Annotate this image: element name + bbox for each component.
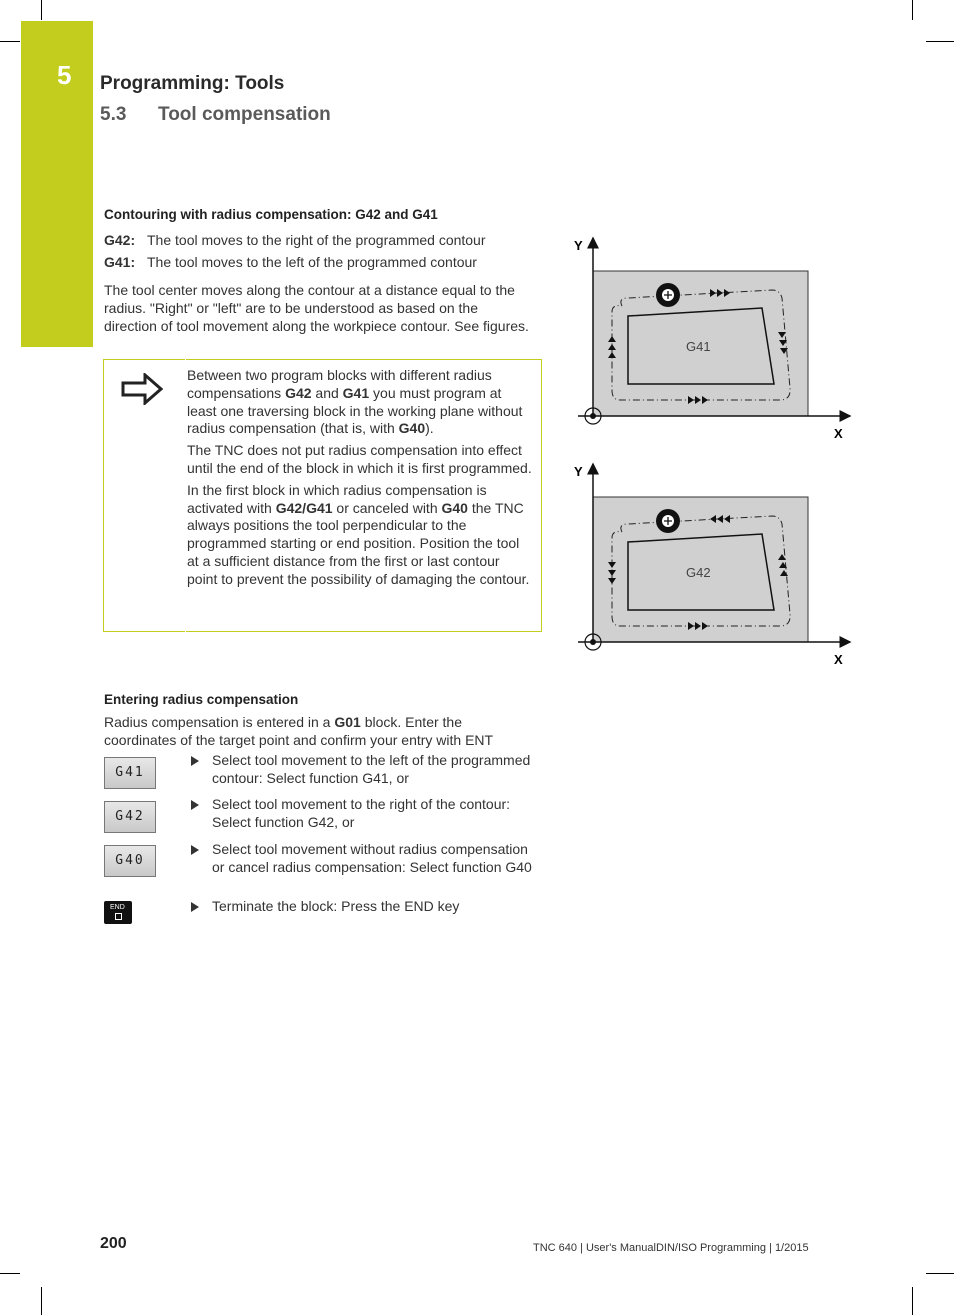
note-bold: G42 <box>285 384 312 401</box>
note-text-span: you must program at least one traversing block in the working plane without radius compensation (that is, with <box>187 384 523 437</box>
crop-mark <box>41 0 42 20</box>
crop-mark <box>0 41 20 42</box>
y-axis-label: Y <box>574 238 583 253</box>
end-key[interactable] <box>104 901 132 924</box>
step-end <box>191 898 536 916</box>
intro-text: Radius compensation is entered in a <box>104 714 335 730</box>
crop-mark <box>912 0 913 20</box>
note-paragraph-3 <box>187 482 532 589</box>
arrow-right-icon <box>121 373 163 405</box>
note-bold: G40 <box>398 420 426 437</box>
figure-g42 <box>574 464 850 667</box>
def-text: The tool moves to the right of the programmed contour <box>147 232 486 248</box>
footer-text: TNC 640 | User's ManualDIN/ISO Programming | 1/2015 <box>533 1242 809 1254</box>
note-text <box>187 367 532 593</box>
step-g41 <box>191 752 536 788</box>
step-text: Select tool movement without radius compensation or cancel radius compensation: Select function G40 <box>212 841 532 875</box>
note-paragraph-1 <box>187 367 532 438</box>
note-bold: G42/G41 <box>275 499 333 516</box>
note-text-span: the TNC always positions the tool perpendicular to the programmed starting or end position. Position the tool at a sufficient distance from the first or last contour point to prevent the possibility of damaging the contour. <box>187 499 530 587</box>
y-axis-label: Y <box>574 464 583 479</box>
def-row-g41 <box>104 254 477 270</box>
step-text: Terminate the block: Press the END key <box>212 898 460 914</box>
entering-intro <box>104 713 534 749</box>
crop-mark <box>926 41 954 42</box>
x-axis-label: X <box>834 426 843 441</box>
square-icon <box>115 913 122 920</box>
g40-key[interactable]: G40 <box>104 845 156 877</box>
bullet-triangle-icon <box>191 845 199 855</box>
step-text: Select tool movement to the left of the programmed contour: Select function G41, or <box>212 752 531 786</box>
x-axis-label: X <box>834 652 843 667</box>
bullet-triangle-icon <box>191 800 199 810</box>
step-text: Select tool movement to the right of the contour: Select function G42, or <box>212 796 511 830</box>
figure-label: G41 <box>686 339 711 354</box>
crop-mark <box>41 1287 42 1315</box>
note-box <box>103 359 542 632</box>
entering-heading: Entering radius compensation <box>104 692 299 707</box>
step-g42 <box>191 796 536 832</box>
page-number: 200 <box>100 1235 127 1252</box>
note-bold: G40 <box>441 499 468 516</box>
note-text-span: and <box>311 384 343 401</box>
def-text: The tool moves to the left of the programmed contour <box>147 254 477 270</box>
chapter-number: 5 <box>57 60 72 90</box>
def-key: G41: <box>104 254 136 270</box>
contouring-paragraph: The tool center moves along the contour at a distance equal to the radius. "Right" or "left" are to be understood as based on the direction of tool movement along the workpiece contour. See figures. <box>104 282 529 334</box>
crop-mark <box>926 1273 954 1274</box>
intro-text: block. Enter the coordinates of the target point and confirm your entry with ENT <box>104 714 494 748</box>
section-title <box>100 104 331 126</box>
note-text-span: Between two program blocks with different radius compensations <box>187 367 492 401</box>
section-name: Tool compensation <box>158 104 331 125</box>
def-row-g42 <box>104 232 486 248</box>
chapter-title: Programming: Tools <box>100 73 285 94</box>
end-key-label: END <box>110 904 125 911</box>
figure-label: G42 <box>686 565 711 580</box>
note-text-span: ). <box>425 420 434 437</box>
step-g40 <box>191 841 536 877</box>
note-text-span: In the first block in which radius compensation is activated with <box>187 481 487 516</box>
bullet-triangle-icon <box>191 756 199 766</box>
note-divider <box>185 359 186 632</box>
crop-mark <box>912 1287 913 1315</box>
figure-g41 <box>574 238 850 441</box>
note-bold: G41 <box>342 384 370 401</box>
crop-mark <box>0 1273 20 1274</box>
note-text-span: or canceled with <box>332 499 442 516</box>
g41-key[interactable]: G41 <box>104 757 156 789</box>
intro-bold: G01 <box>334 714 361 730</box>
section-number: 5.3 <box>100 104 127 125</box>
compensation-figures <box>560 228 860 678</box>
note-paragraph-2: The TNC does not put radius compensation into effect until the end of the block in which it is first programmed. <box>187 442 532 476</box>
def-key: G42: <box>104 232 136 248</box>
g42-key[interactable]: G42 <box>104 801 156 833</box>
bullet-triangle-icon <box>191 902 199 912</box>
contouring-heading: Contouring with radius compensation: G42 and G41 <box>104 207 438 222</box>
